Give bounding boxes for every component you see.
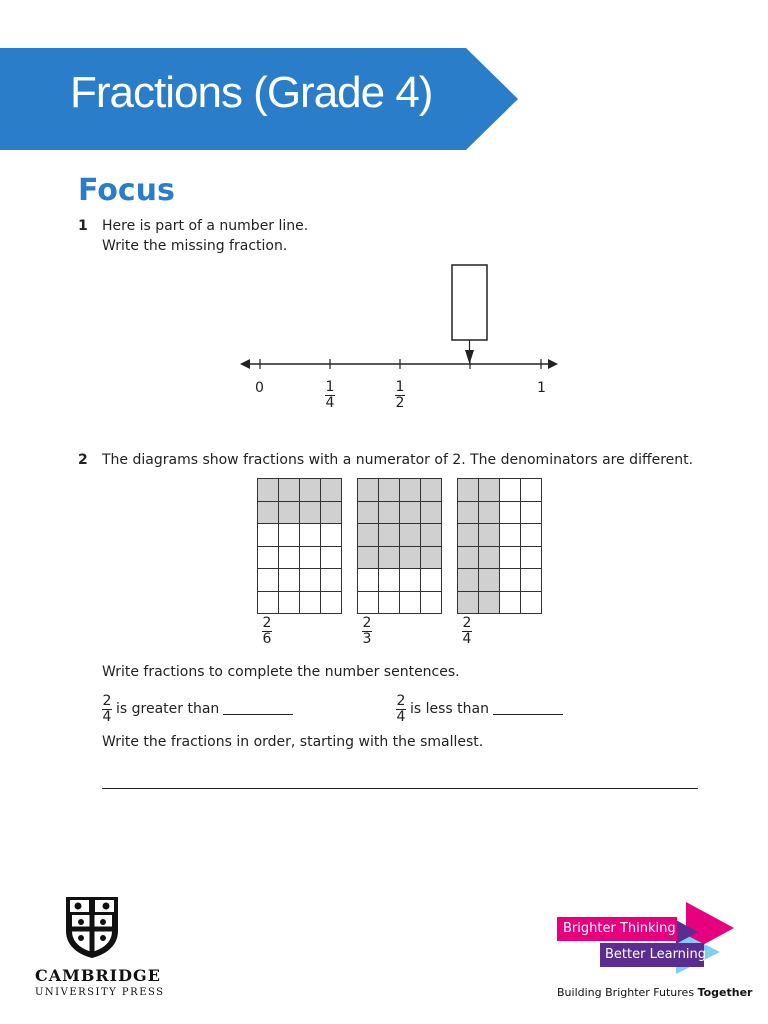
fraction-diagram-two-quarters xyxy=(457,478,542,614)
brighter-thinking-arrow-icon xyxy=(676,902,736,982)
number-line-label-quarter: 1 4 xyxy=(325,379,335,411)
number-line-label-half: 1 2 xyxy=(395,379,405,411)
sentence-2: is less than xyxy=(410,699,563,719)
section-heading: Focus xyxy=(78,173,175,208)
diagram-1-fraction-label: 2 6 xyxy=(262,615,272,647)
tagline-brighter-thinking: Brighter Thinking xyxy=(557,917,677,941)
fraction-diagram-two-sixths xyxy=(257,478,342,614)
number-line xyxy=(236,262,566,382)
sentence-2-answer-blank[interactable] xyxy=(493,714,563,715)
publisher-name: CAMBRIDGE xyxy=(35,966,161,985)
tagline-building-futures: Building Brighter Futures Together xyxy=(557,986,753,999)
fraction-diagram-two-thirds xyxy=(357,478,442,614)
sentence-1-answer-blank[interactable] xyxy=(223,714,293,715)
order-answer-line[interactable] xyxy=(102,788,698,789)
number-line-label-one: 1 xyxy=(537,380,546,396)
question-1-number: 1 xyxy=(78,218,88,234)
instruction-order-fractions: Write the fractions in order, starting with the smallest. xyxy=(102,734,484,750)
instruction-number-sentences: Write fractions to complete the number sentences. xyxy=(102,664,460,680)
cambridge-shield-icon xyxy=(64,895,120,959)
sentence-1-fraction: 2 4 xyxy=(102,693,112,725)
tagline-better-learning: Better Learning xyxy=(600,943,704,967)
sentence-1: is greater than xyxy=(116,699,293,719)
question-1-line-2: Write the missing fraction. xyxy=(102,238,288,254)
publisher-press: UNIVERSITY PRESS xyxy=(35,987,165,998)
answer-box[interactable] xyxy=(452,265,487,340)
page-title: Fractions (Grade 4) xyxy=(70,68,433,117)
question-2-intro: The diagrams show fractions with a numerator of 2. The denominators are different. xyxy=(102,452,694,468)
diagram-3-fraction-label: 2 4 xyxy=(462,615,472,647)
question-1-line-1: Here is part of a number line. xyxy=(102,218,309,234)
sentence-2-fraction: 2 4 xyxy=(396,693,406,725)
diagram-2-fraction-label: 2 3 xyxy=(362,615,372,647)
number-line-label-zero: 0 xyxy=(255,380,264,396)
question-2-number: 2 xyxy=(78,452,88,468)
